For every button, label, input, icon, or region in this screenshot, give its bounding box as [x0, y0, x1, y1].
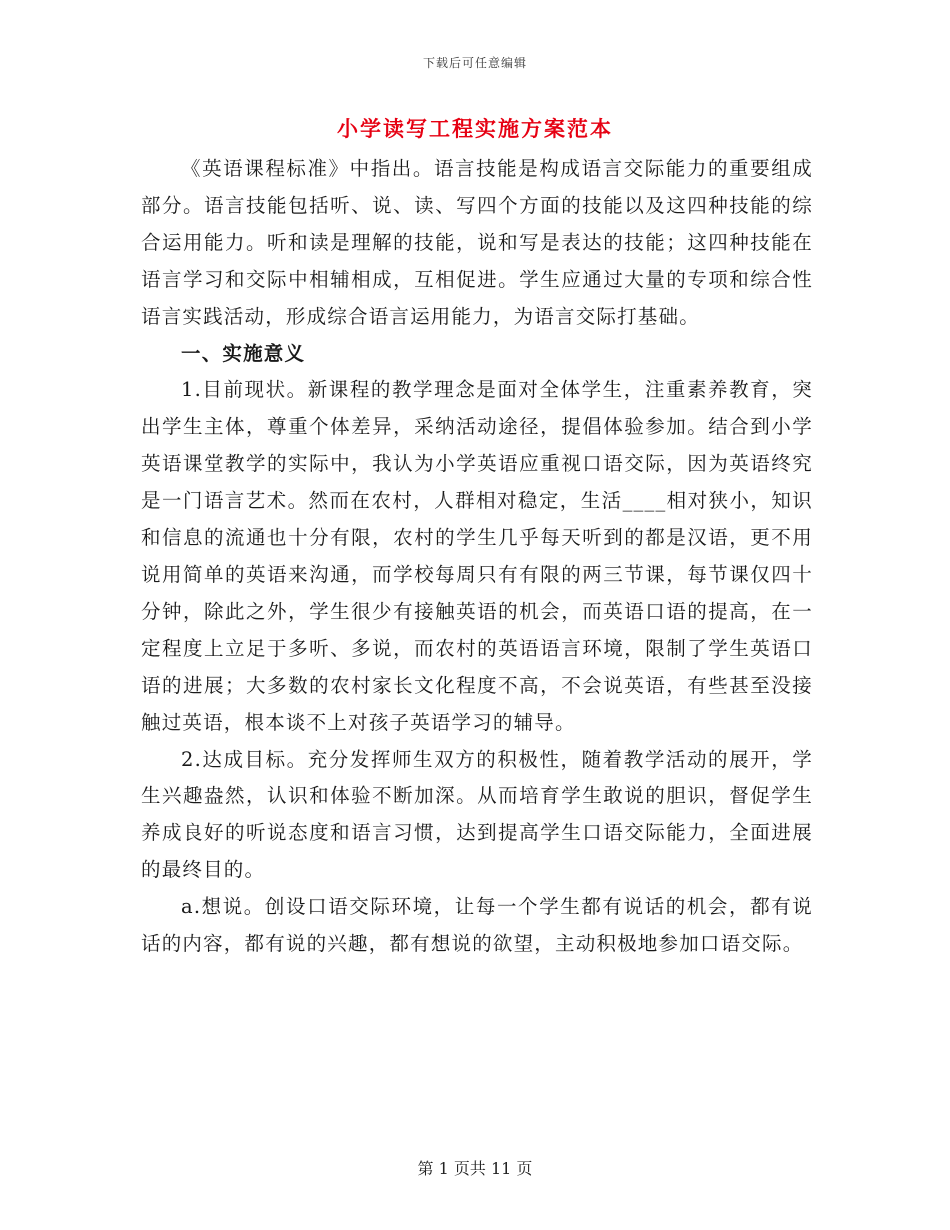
- document-title: 小学读写工程实施方案范本: [337, 116, 613, 141]
- intro-paragraph: 《英语课程标准》中指出。语言技能是构成语言交际能力的重要组成部分。语言技能包括听、说、读、写四个方面的技能以及这四种技能的综合运用能力。听和读是理解的技能，说和写是表达的技能；这四种技能在语言学习和交际中相辅相成，互相促进。学生应通过大量的专项和综合性语言实践活动，形成综合语言运用能力，为语言交际打基础。: [141, 157, 813, 328]
- section-heading: 一、实施意义: [181, 341, 306, 365]
- paragraph-goals: 2.达成目标。充分发挥师生双方的积极性，随着教学活动的展开，学生兴趣盎然，认识和体验不断加深。从而培育学生敢说的胆识，督促学生养成良好的听说态度和语言习惯，达到提高学生口语交际能力，全面进展的最终目的。: [141, 747, 813, 882]
- paragraph-want-to-speak: a.想说。创设口语交际环境，让每一个学生都有说话的机会，都有说话的内容，都有说的兴趣，都有想说的欲望，主动积极地参加口语交际。: [141, 895, 813, 956]
- page-footer: 第 1 页共 11 页: [417, 1159, 533, 1178]
- document-body: [141, 151, 813, 963]
- header-note: 下载后可任意编辑: [422, 56, 527, 70]
- paragraph-current-status: 1.目前现状。新课程的教学理念是面对全体学生，注重素养教育，突出学生主体，尊重个体差异，采纳活动途径，提倡体验参加。结合到小学英语课堂教学的实际中，我认为小学英语应重视口语交际，因为英语终究是一门语言艺术。然而在农村，人群相对稳定，生活____相对狭小，知识和信息的流通也十分有限，农村的学生几乎每天听到的都是汉语，更不用说用简单的英语来沟通，而学校每周只有有限的两三节课，每节课仅四十分钟，除此之外，学生很少有接触英语的机会，而英语口语的提高，在一定程度上立足于多听、多说，而农村的英语语言环境，限制了学生英语口语的进展；大多数的农村家长文化程度不高，不会说英语，有些甚至没接触过英语，根本谈不上对孩子英语学习的辅导。: [141, 378, 813, 734]
